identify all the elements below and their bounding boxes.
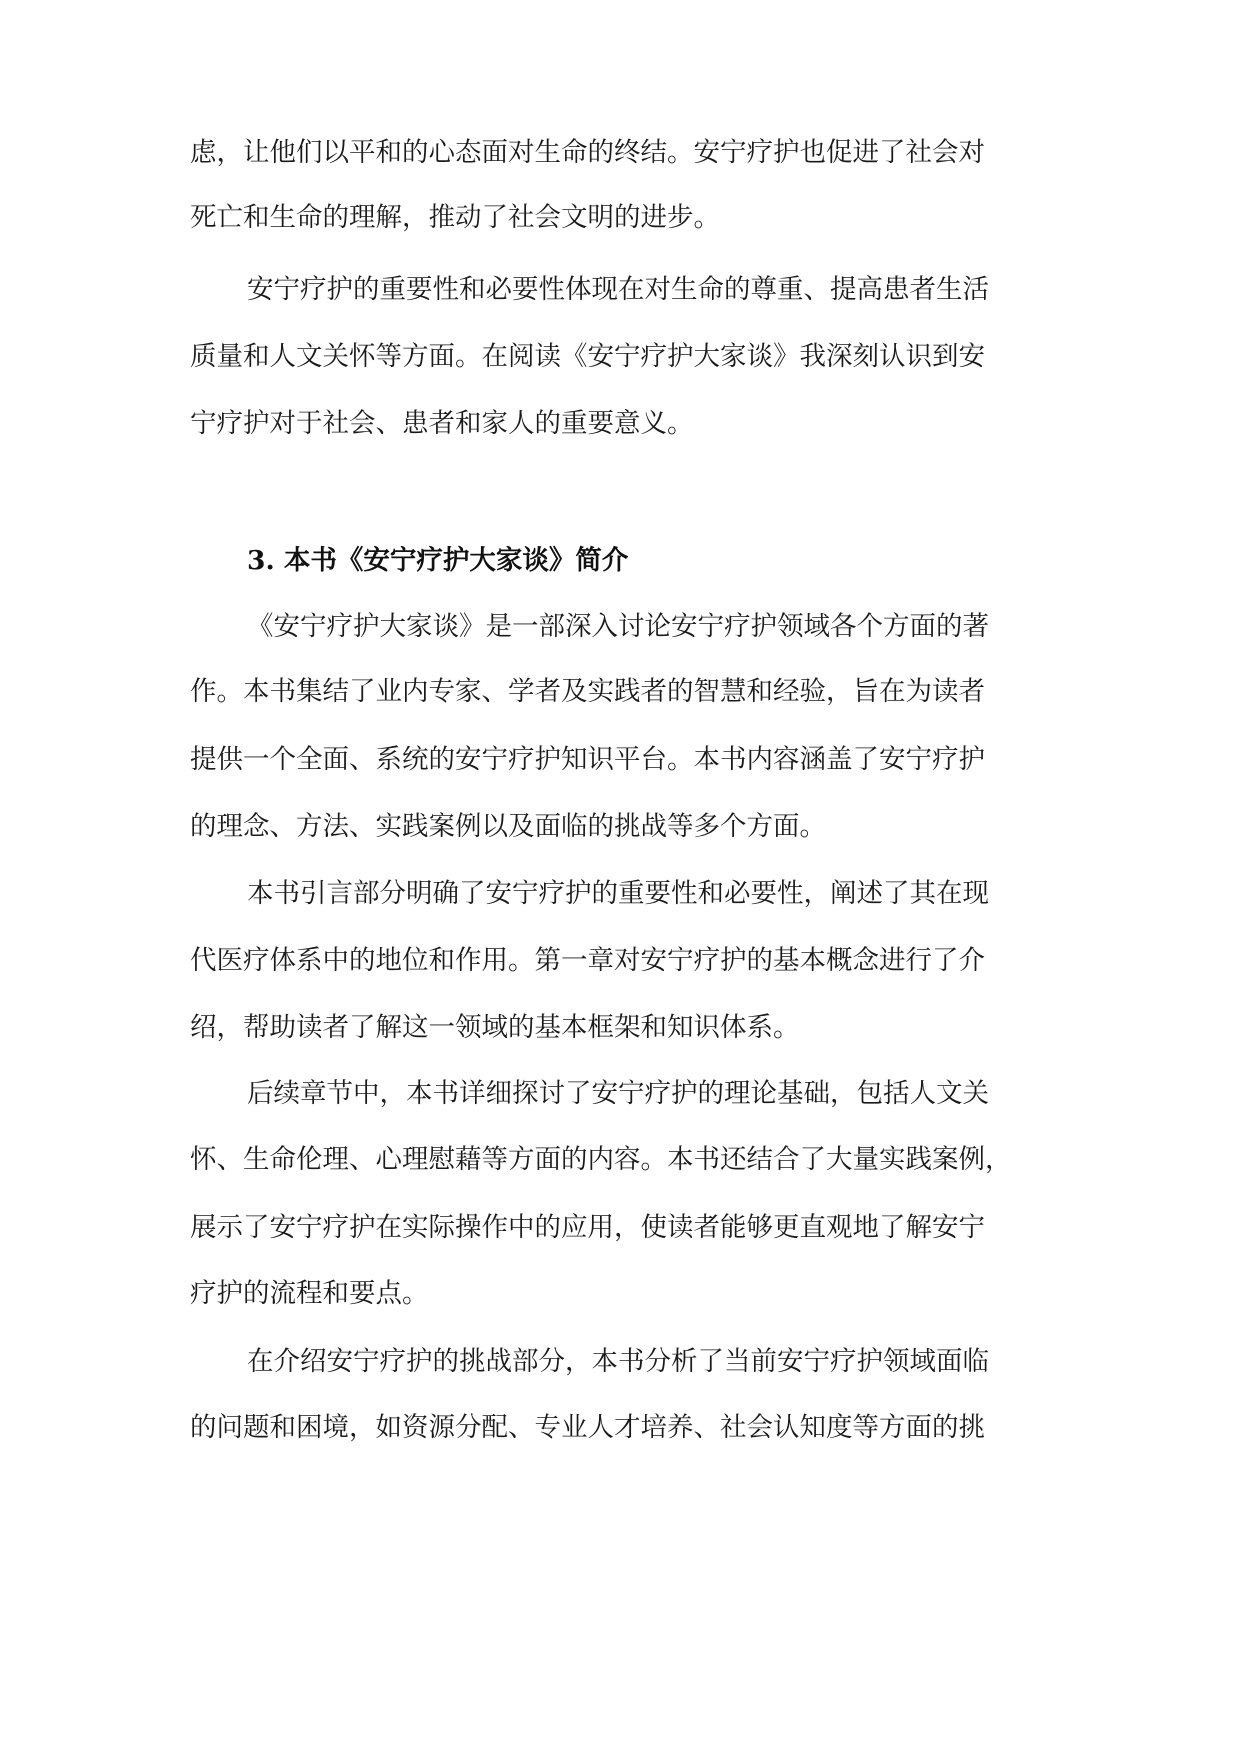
paragraph-line: 《安宁疗护大家谈》是一部深入讨论安宁疗护领域各个方面的著 <box>247 611 989 642</box>
paragraph-line: 作。本书集结了业内专家、学者及实践者的智慧和经验，旨在为读者 <box>190 676 985 707</box>
paragraph-line: 虑，让他们以平和的心态面对生命的终结。安宁疗护也促进了社会对 <box>190 137 985 168</box>
paragraph-line: 质量和人文关怀等方面。在阅读《安宁疗护大家谈》我深刻认识到安 <box>190 341 985 372</box>
paragraph-line: 代医疗体系中的地位和作用。第一章对安宁疗护的基本概念进行了介 <box>190 945 985 976</box>
paragraph-line: 展示了安宁疗护在实际操作中的应用，使读者能够更直观地了解安宁 <box>190 1212 985 1243</box>
paragraph-line: 的问题和困境，如资源分配、专业人才培养、社会认知度等方面的挑 <box>190 1412 985 1443</box>
paragraph-line: 在介绍安宁疗护的挑战部分，本书分析了当前安宁疗护领域面临 <box>247 1346 989 1377</box>
paragraph-line: 死亡和生命的理解，推动了社会文明的进步。 <box>190 202 720 233</box>
paragraph-line: 宁疗护对于社会、患者和家人的重要意义。 <box>190 408 694 439</box>
paragraph-line: 后续章节中，本书详细探讨了安宁疗护的理论基础，包括人文关 <box>247 1078 989 1109</box>
paragraph-line: 绍，帮助读者了解这一领域的基本框架和知识体系。 <box>190 1012 800 1043</box>
paragraph-line: 怀、生命伦理、心理慰藉等方面的内容。本书还结合了大量实践案例， <box>190 1144 1012 1175</box>
paragraph-line: 疗护的流程和要点。 <box>190 1278 429 1309</box>
document-body <box>190 0 1050 1754</box>
paragraph-line: 提供一个全面、系统的安宁疗护知识平台。本书内容涵盖了安宁疗护 <box>190 744 985 775</box>
paragraph-line: 本书引言部分明确了安宁疗护的重要性和必要性，阐述了其在现 <box>247 878 989 909</box>
section-heading: 3. 本书《安宁疗护大家谈》简介 <box>247 545 629 576</box>
paragraph-line: 的理念、方法、实践案例以及面临的挑战等多个方面。 <box>190 811 826 842</box>
paragraph-line: 安宁疗护的重要性和必要性体现在对生命的尊重、提高患者生活 <box>247 274 989 305</box>
